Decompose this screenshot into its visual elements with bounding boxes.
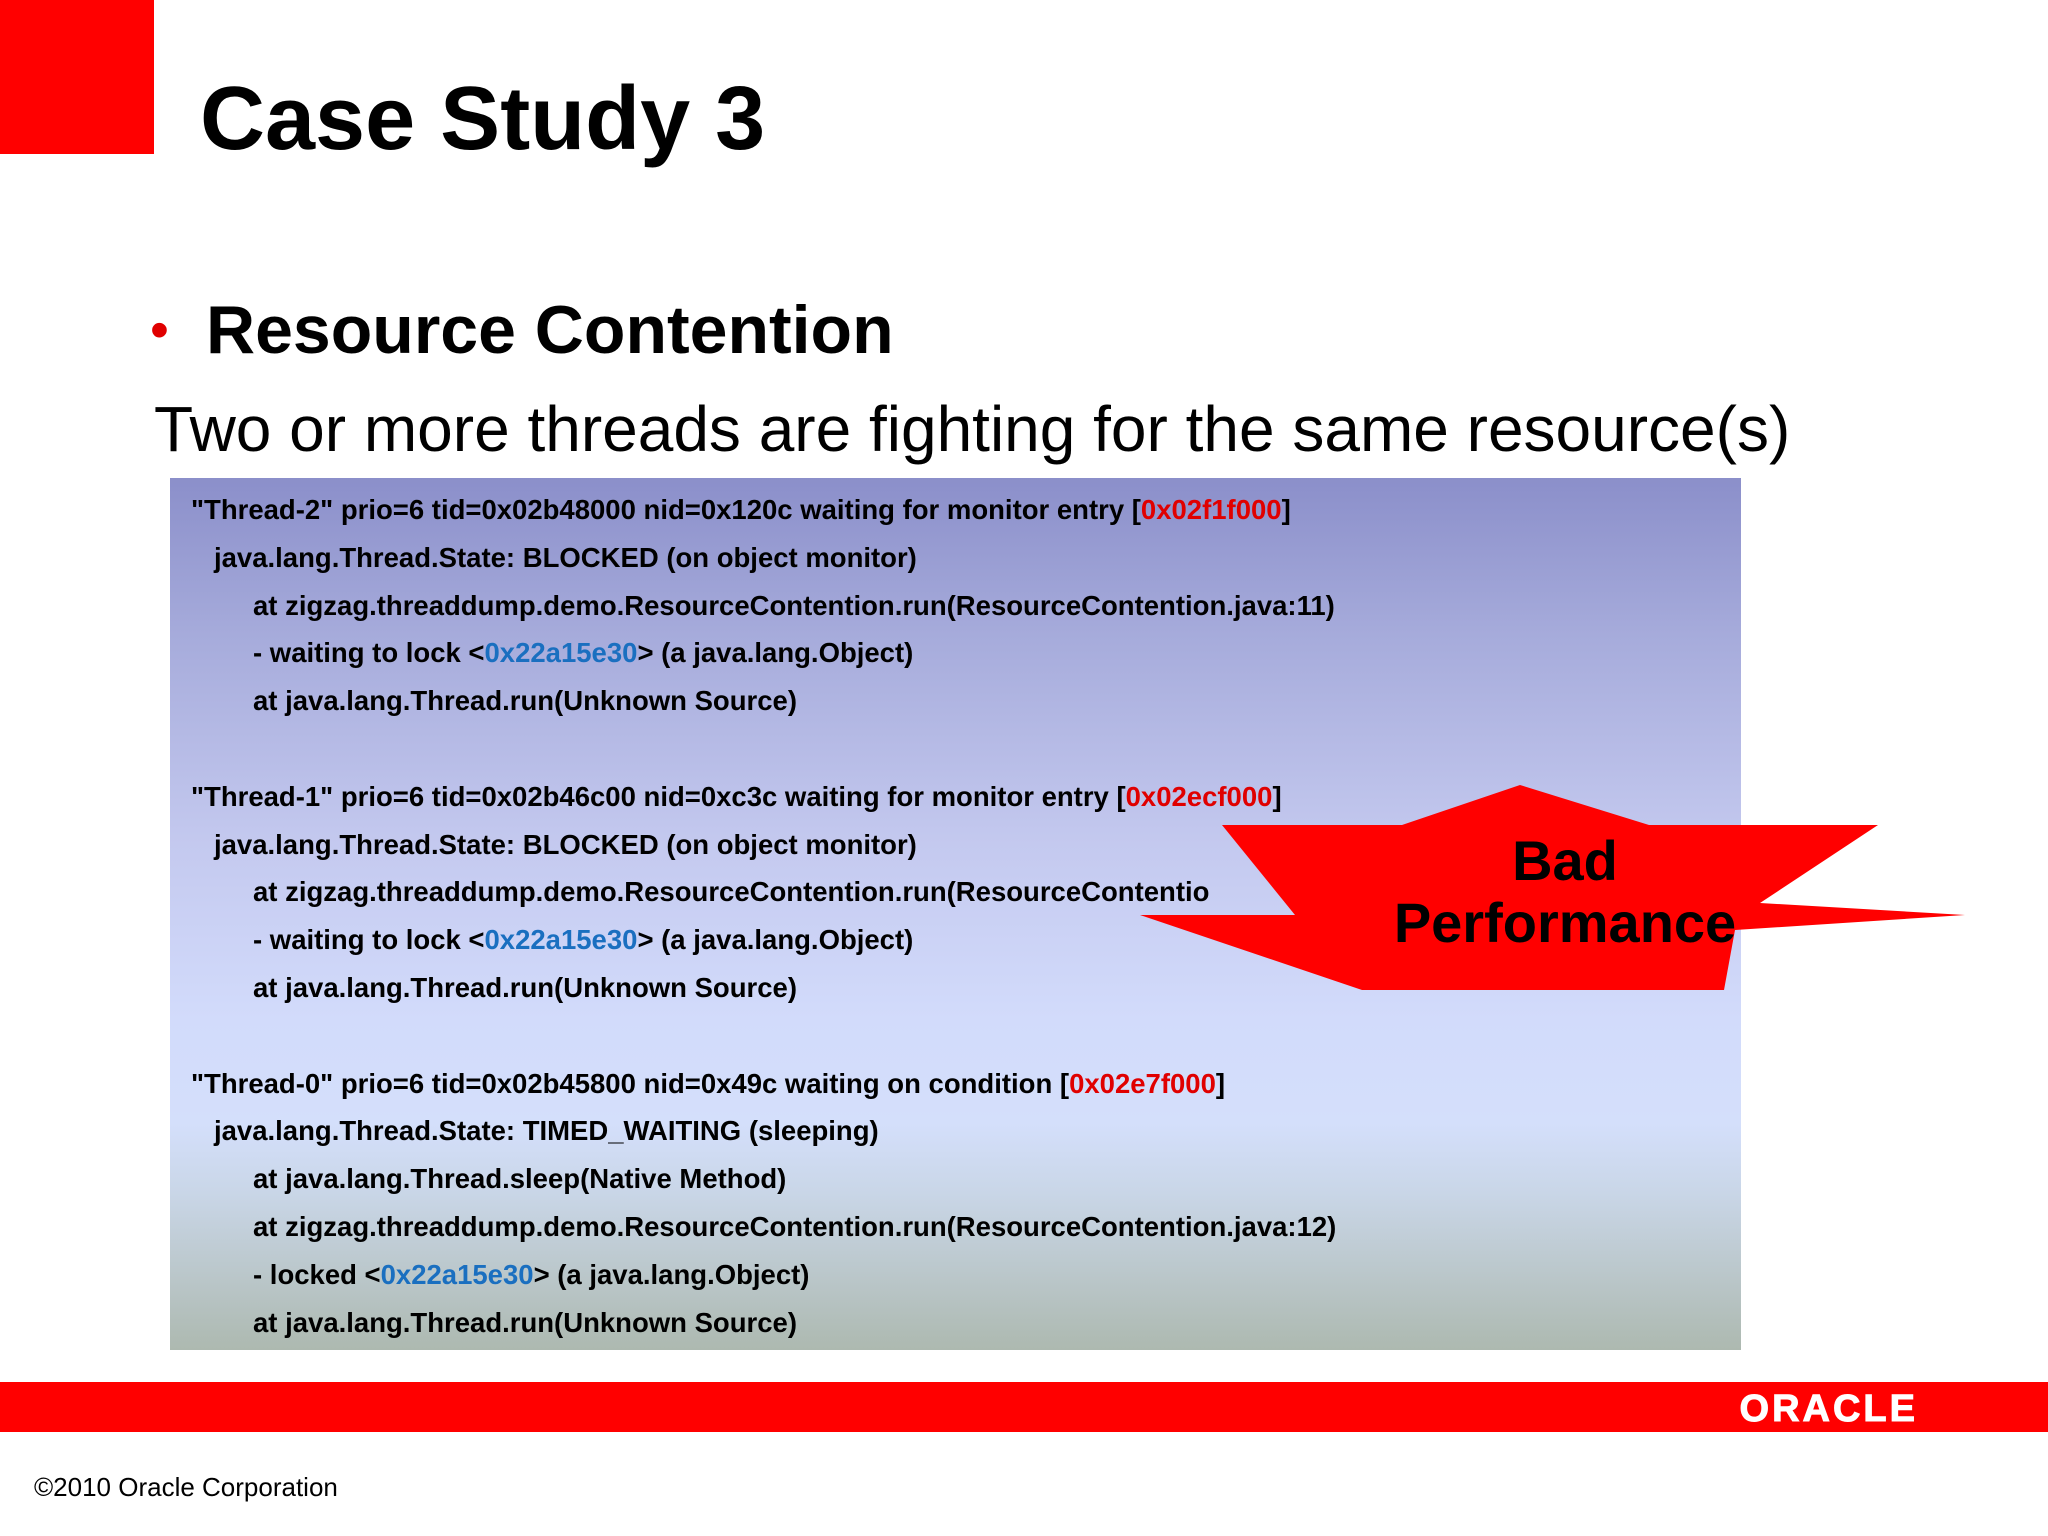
- thread-dump-line: [170, 677, 1741, 725]
- dump-text: > (a java.lang.Object): [637, 637, 914, 669]
- dump-text: "Thread-0" prio=6 tid=0x02b45800 nid=0x49c waiting on condition [: [191, 1067, 1070, 1099]
- bullet-heading: Resource Contention: [206, 292, 894, 368]
- stack-address-red: 0x02f1f000: [1140, 494, 1282, 525]
- slide-subtitle: Two or more threads are fighting for the same resource(s): [154, 393, 1791, 465]
- thread-dump-line: [170, 1203, 1741, 1251]
- callout-line-2: Performance: [1393, 890, 1737, 954]
- dump-text: at java.lang.Thread.run(Unknown Source): [253, 971, 797, 1003]
- dump-text: at zigzag.threaddump.demo.ResourceContention.run(ResourceContention.java:12): [253, 1210, 1337, 1242]
- lock-address-blue: 0x22a15e30: [484, 637, 638, 669]
- thread-dump-line: [170, 486, 1741, 534]
- dump-text: ]: [1272, 780, 1282, 812]
- dump-text: ]: [1281, 494, 1291, 525]
- copyright-text: ©2010 Oracle Corporation: [34, 1472, 338, 1502]
- bullet-item: [150, 293, 894, 368]
- thread-dump-line: [170, 582, 1741, 630]
- dump-text: - waiting to lock <: [253, 924, 485, 956]
- thread-dump-line: [170, 1060, 1741, 1108]
- stack-address-red: 0x02e7f000: [1069, 1067, 1216, 1099]
- dump-text: - locked <: [253, 1258, 381, 1290]
- dump-text: at java.lang.Thread.sleep(Native Method): [253, 1163, 787, 1195]
- bad-performance-callout: [1330, 830, 1800, 953]
- slide-title: Case Study 3: [200, 69, 766, 169]
- dump-text: at zigzag.threaddump.demo.ResourceContention.run(ResourceContention.java:11): [253, 589, 1335, 621]
- corner-accent-block: [0, 0, 154, 154]
- stack-address-red: 0x02ecf000: [1125, 780, 1273, 812]
- bullet-icon: •: [150, 300, 169, 361]
- dump-text: at java.lang.Thread.run(Unknown Source): [253, 685, 797, 717]
- dump-text: java.lang.Thread.State: TIMED_WAITING (sleeping): [214, 1115, 879, 1147]
- dump-text: > (a java.lang.Object): [637, 924, 914, 956]
- thread-dump-line: [170, 725, 1741, 773]
- thread-dump-line: [170, 1107, 1741, 1155]
- lock-address-blue: 0x22a15e30: [484, 924, 638, 956]
- dump-text: at zigzag.threaddump.demo.ResourceContention.run(ResourceContentio: [253, 876, 1210, 908]
- lock-address-blue: 0x22a15e30: [380, 1258, 534, 1290]
- thread-dump-line: [170, 1299, 1741, 1347]
- thread-dump-line: [170, 1155, 1741, 1203]
- dump-text: ]: [1215, 1067, 1226, 1099]
- dump-text: - waiting to lock <: [253, 637, 485, 669]
- dump-text: at java.lang.Thread.run(Unknown Source): [253, 1306, 797, 1338]
- oracle-logo: ORACLE: [1739, 1388, 1918, 1430]
- thread-dump-line: [170, 629, 1741, 677]
- thread-dump-line: [170, 534, 1741, 582]
- dump-text: java.lang.Thread.State: BLOCKED (on object monitor): [214, 541, 917, 573]
- thread-dump-line: [170, 1012, 1741, 1060]
- dump-text: > (a java.lang.Object): [533, 1258, 810, 1290]
- dump-text: java.lang.Thread.State: BLOCKED (on object monitor): [214, 828, 917, 860]
- dump-text: "Thread-2" prio=6 tid=0x02b48000 nid=0x120c waiting for monitor entry [: [191, 494, 1141, 525]
- callout-line-1: Bad: [1512, 829, 1618, 892]
- dump-text: "Thread-1" prio=6 tid=0x02b46c00 nid=0xc3c waiting for monitor entry [: [191, 780, 1126, 812]
- thread-dump-line: [170, 1251, 1741, 1299]
